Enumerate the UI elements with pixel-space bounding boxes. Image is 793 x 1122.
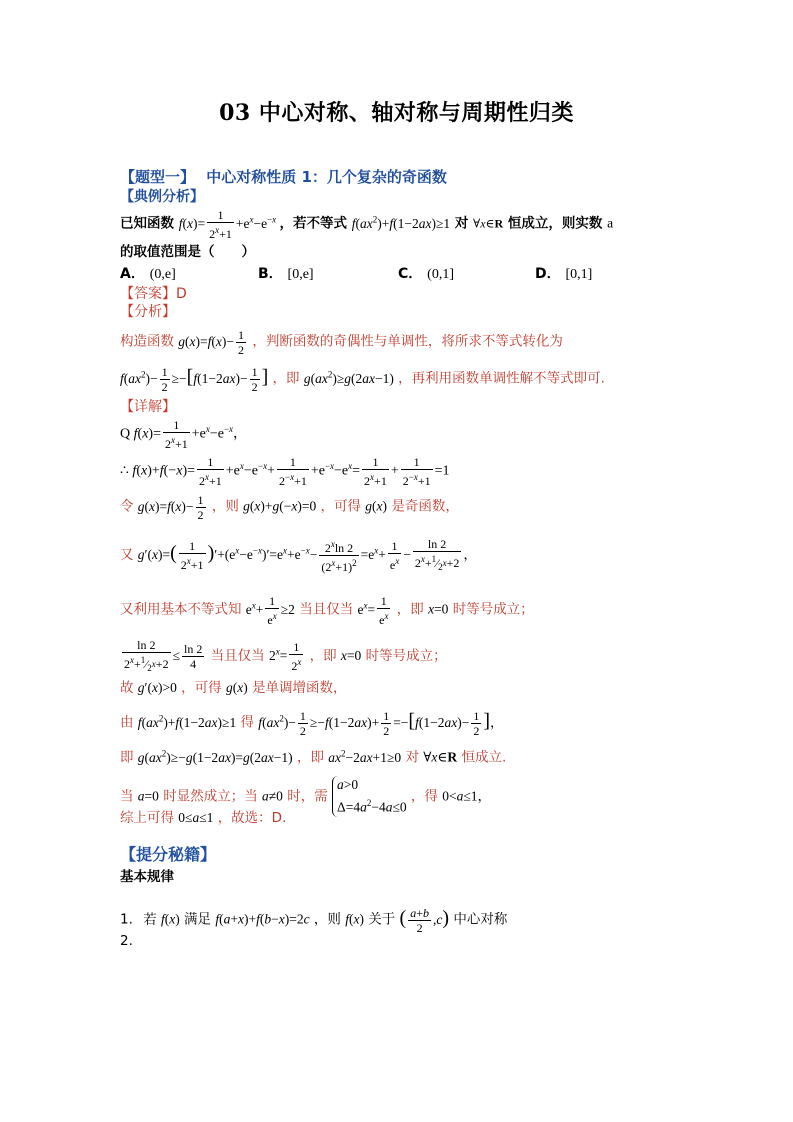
rule-text: 若 (143, 911, 157, 928)
rule-text: ，则 (313, 911, 341, 928)
detail-text: 综上可得 (120, 810, 174, 826)
choice-value: (0,1] (427, 267, 454, 282)
type-tag: 【题型一】 (120, 168, 196, 186)
detail-text: 时等号成立； (365, 647, 447, 664)
basic-rule-heading: 基本规律 (120, 869, 174, 885)
analysis-text: ，判断函数的奇偶性与单调性，将所求不等式转化为 (252, 333, 563, 350)
detail-line-4 (120, 537, 477, 574)
detail-text: 是奇函数， (391, 498, 459, 515)
math-expr: f(x) (345, 911, 364, 927)
detail-line-1: Q f(x)= $\frac{1}{2^x+1}$ $+e^x-e^{-x}$， (120, 418, 248, 451)
math-expr: f(x) (160, 911, 180, 927)
math-expr: $f(ax^2)+f(1-2ax)\ge 1$ (137, 713, 237, 730)
math-expr: ∀x∈R (423, 749, 458, 765)
math-expr: x=0 (340, 647, 362, 663)
answer-tag: 【答案】 (120, 286, 176, 302)
detail-text: 令 (120, 498, 134, 515)
problem-line-2: 的取值范围是（ ） (120, 244, 255, 260)
problem-text: 对 (454, 215, 469, 232)
math-expr: a≠0 (262, 788, 283, 804)
detail-text: ，即 (309, 647, 337, 664)
detail-line-6 (120, 638, 447, 675)
detail-text: 当且仅当 (299, 601, 354, 618)
detail-text: 即 (120, 749, 134, 766)
math-expr: $g(ax^2)\ge g(2ax-1)$ (303, 369, 394, 386)
rule-2: 2. (120, 933, 133, 949)
problem-text: ，若不等式 (279, 215, 348, 232)
variable-a: a (607, 215, 614, 231)
page-title: 03 中心对称、轴对称与周期性归类 (219, 100, 574, 126)
detail-tag: 【详解】 (120, 399, 176, 415)
analysis-line-2 (120, 365, 605, 394)
choice-a[interactable] (120, 263, 176, 283)
choice-b[interactable] (258, 263, 314, 283)
detail-line-9 (120, 744, 506, 767)
type-title: 中心对称性质 1：几个复杂的奇函数 (206, 168, 447, 186)
math-expr: $e^x+$ $\frac{1}{e^x}$ ≥2 (245, 594, 295, 627)
detail-text: ，则 (211, 498, 239, 515)
detail-text: 由 (120, 714, 134, 731)
analysis-tag: 【分析】 (120, 304, 176, 320)
detail-text: 当 (120, 788, 134, 805)
detail-text: 又利用基本不等式知 (120, 601, 242, 618)
section-heading (120, 168, 447, 186)
choice-label: C． (398, 266, 423, 282)
math-expr: ( $\frac{a+b}{2}$ ,c) (399, 906, 450, 935)
math-expr: 0<a≤1， (442, 788, 492, 804)
math-expr: g(x) (225, 680, 248, 695)
math-expr: $e^x=$ $\frac{1}{e^x}$ (357, 594, 389, 627)
math-expr: g(x)=f(x)− $\frac{1}{2}$ (137, 493, 204, 522)
problem-text: 已知函数 (120, 215, 174, 232)
math-expr: ∀x∈R (473, 216, 504, 231)
typical-analysis-tag: 【典例分析】 (120, 189, 204, 205)
rule-text: 满足 (184, 911, 212, 928)
analysis-text: ，即 (272, 370, 300, 387)
math-expr: $f(ax^2)+f(1-2ax)\ge 1$ (351, 214, 451, 231)
detail-text: 又 (120, 546, 134, 563)
rule-number: 1. (120, 911, 133, 928)
math-expr: $f(ax^2)-$ $\frac{1}{2}$ ≥−[f(1−2ax)− $\frac{1}{2}$ ] (120, 365, 269, 394)
detail-text: 时等号成立； (452, 601, 534, 618)
choice-c[interactable] (398, 263, 454, 283)
math-expr: a=0 (137, 788, 159, 804)
detail-line-11 (120, 809, 286, 827)
detail-line-7 (120, 679, 347, 697)
math-expr: g′(x)=( $\frac{1}{2^x+1}$ )$'+(e^x-e^{-x})'=e^x+e^{-x}-$ $\frac{2^x\ln 2}{(2^x+1)^2}$ $=e^x+$ $\frac{1}{e^x}$ − $\frac{\ln 2}{2^x+^1⁄_{2^x}+2}$ ， (137, 537, 477, 575)
math-expr: 0≤a≤1 (178, 810, 214, 825)
detail-text: ，即 (296, 749, 324, 766)
detail-text: 时，需 (287, 788, 328, 805)
choice-value: (0,e] (149, 267, 176, 282)
detail-text: ，得 (410, 788, 438, 805)
math-expr: g(x)+g(−x)=0 (243, 498, 317, 514)
detail-text: ，即 (396, 601, 424, 618)
problem-text: 恒成立，则实数 (507, 215, 603, 232)
choice-value: [0,1] (565, 267, 593, 282)
rule-text: 中心对称 (453, 911, 508, 928)
math-expr: g(x) (365, 498, 388, 514)
detail-text: ，故选：D. (217, 810, 287, 826)
math-expr: $ax^2-2ax+1\ge 0$ (328, 748, 402, 765)
detail-text: ，可得 (320, 498, 361, 515)
rule-1 (120, 906, 507, 935)
choice-label: D． (535, 266, 561, 282)
math-system: a>0 $\Delta=4a^2-4a\le 0$ (332, 776, 407, 817)
math-expr: f(a+x)+f(b−x)=2c (215, 911, 310, 927)
detail-text: 恒成立. (461, 749, 507, 766)
math-expr: $2^x=$ $\frac{1}{2^x}$ (268, 640, 302, 674)
analysis-text: 构造函数 (120, 333, 174, 350)
rule-text: 关于 (368, 911, 396, 928)
answer-value: D (176, 286, 187, 302)
choice-label: A． (120, 266, 145, 282)
analysis-line-1 (120, 328, 563, 357)
choice-d[interactable] (535, 263, 592, 283)
detail-line-3 (120, 493, 459, 522)
detail-line-5 (120, 594, 534, 627)
analysis-text: ，再利用函数单调性解不等式即可. (398, 370, 605, 387)
math-expr: f(x)= $\frac{1}{2^x+1}$ $+e^x-e^{-x}$ (178, 208, 277, 241)
math-expr: x=0 (428, 601, 449, 617)
math-expr: $f(ax^2)-$ $\frac{1}{2}$ ≥−f(1−2ax)+ $\frac{1}{2}$ =−[f(1−2ax)− $\frac{1}{2}$ ]， (258, 709, 504, 738)
detail-line-8 (120, 709, 504, 738)
detail-text: 时显然成立；当 (163, 788, 258, 805)
choice-value: [0,e] (287, 267, 314, 282)
detail-text: 当且仅当 (210, 647, 265, 664)
detail-line-2: ∴ f(x)+f(−x)= $\frac{1}{2^x+1}$ $+e^x-e^{-x}+$ $\frac{1}{2^{-x}+1}$ $+e^{-x}-e^x=$ $\frac{1}{2^x+1}$ + $\frac{1}{2^{-x}+1}$ =1 (120, 455, 450, 488)
choice-label: B． (258, 266, 283, 282)
math-expr: $\frac{\ln 2}{2^x+^1⁄_{2^x}+2}$ ≤ $\frac{\ln 2}{4}$ (124, 638, 203, 674)
detail-text: ，可得 (181, 680, 222, 696)
math-expr: g′(x)>0 (137, 680, 177, 695)
math-expr: $g(ax^2)\ge-g(1-2ax)=g(2ax-1)$ (137, 748, 293, 765)
answer-line (120, 285, 187, 303)
detail-text: 得 (240, 714, 254, 731)
tips-heading: 【提分秘籍】 (120, 845, 217, 864)
math-expr: g(x)=f(x)− $\frac{1}{2}$ (178, 328, 245, 357)
detail-text: 对 (405, 749, 419, 766)
problem-line-1 (120, 208, 613, 241)
detail-text: 故 (120, 680, 134, 696)
detail-text: 是单调增函数， (252, 680, 347, 696)
